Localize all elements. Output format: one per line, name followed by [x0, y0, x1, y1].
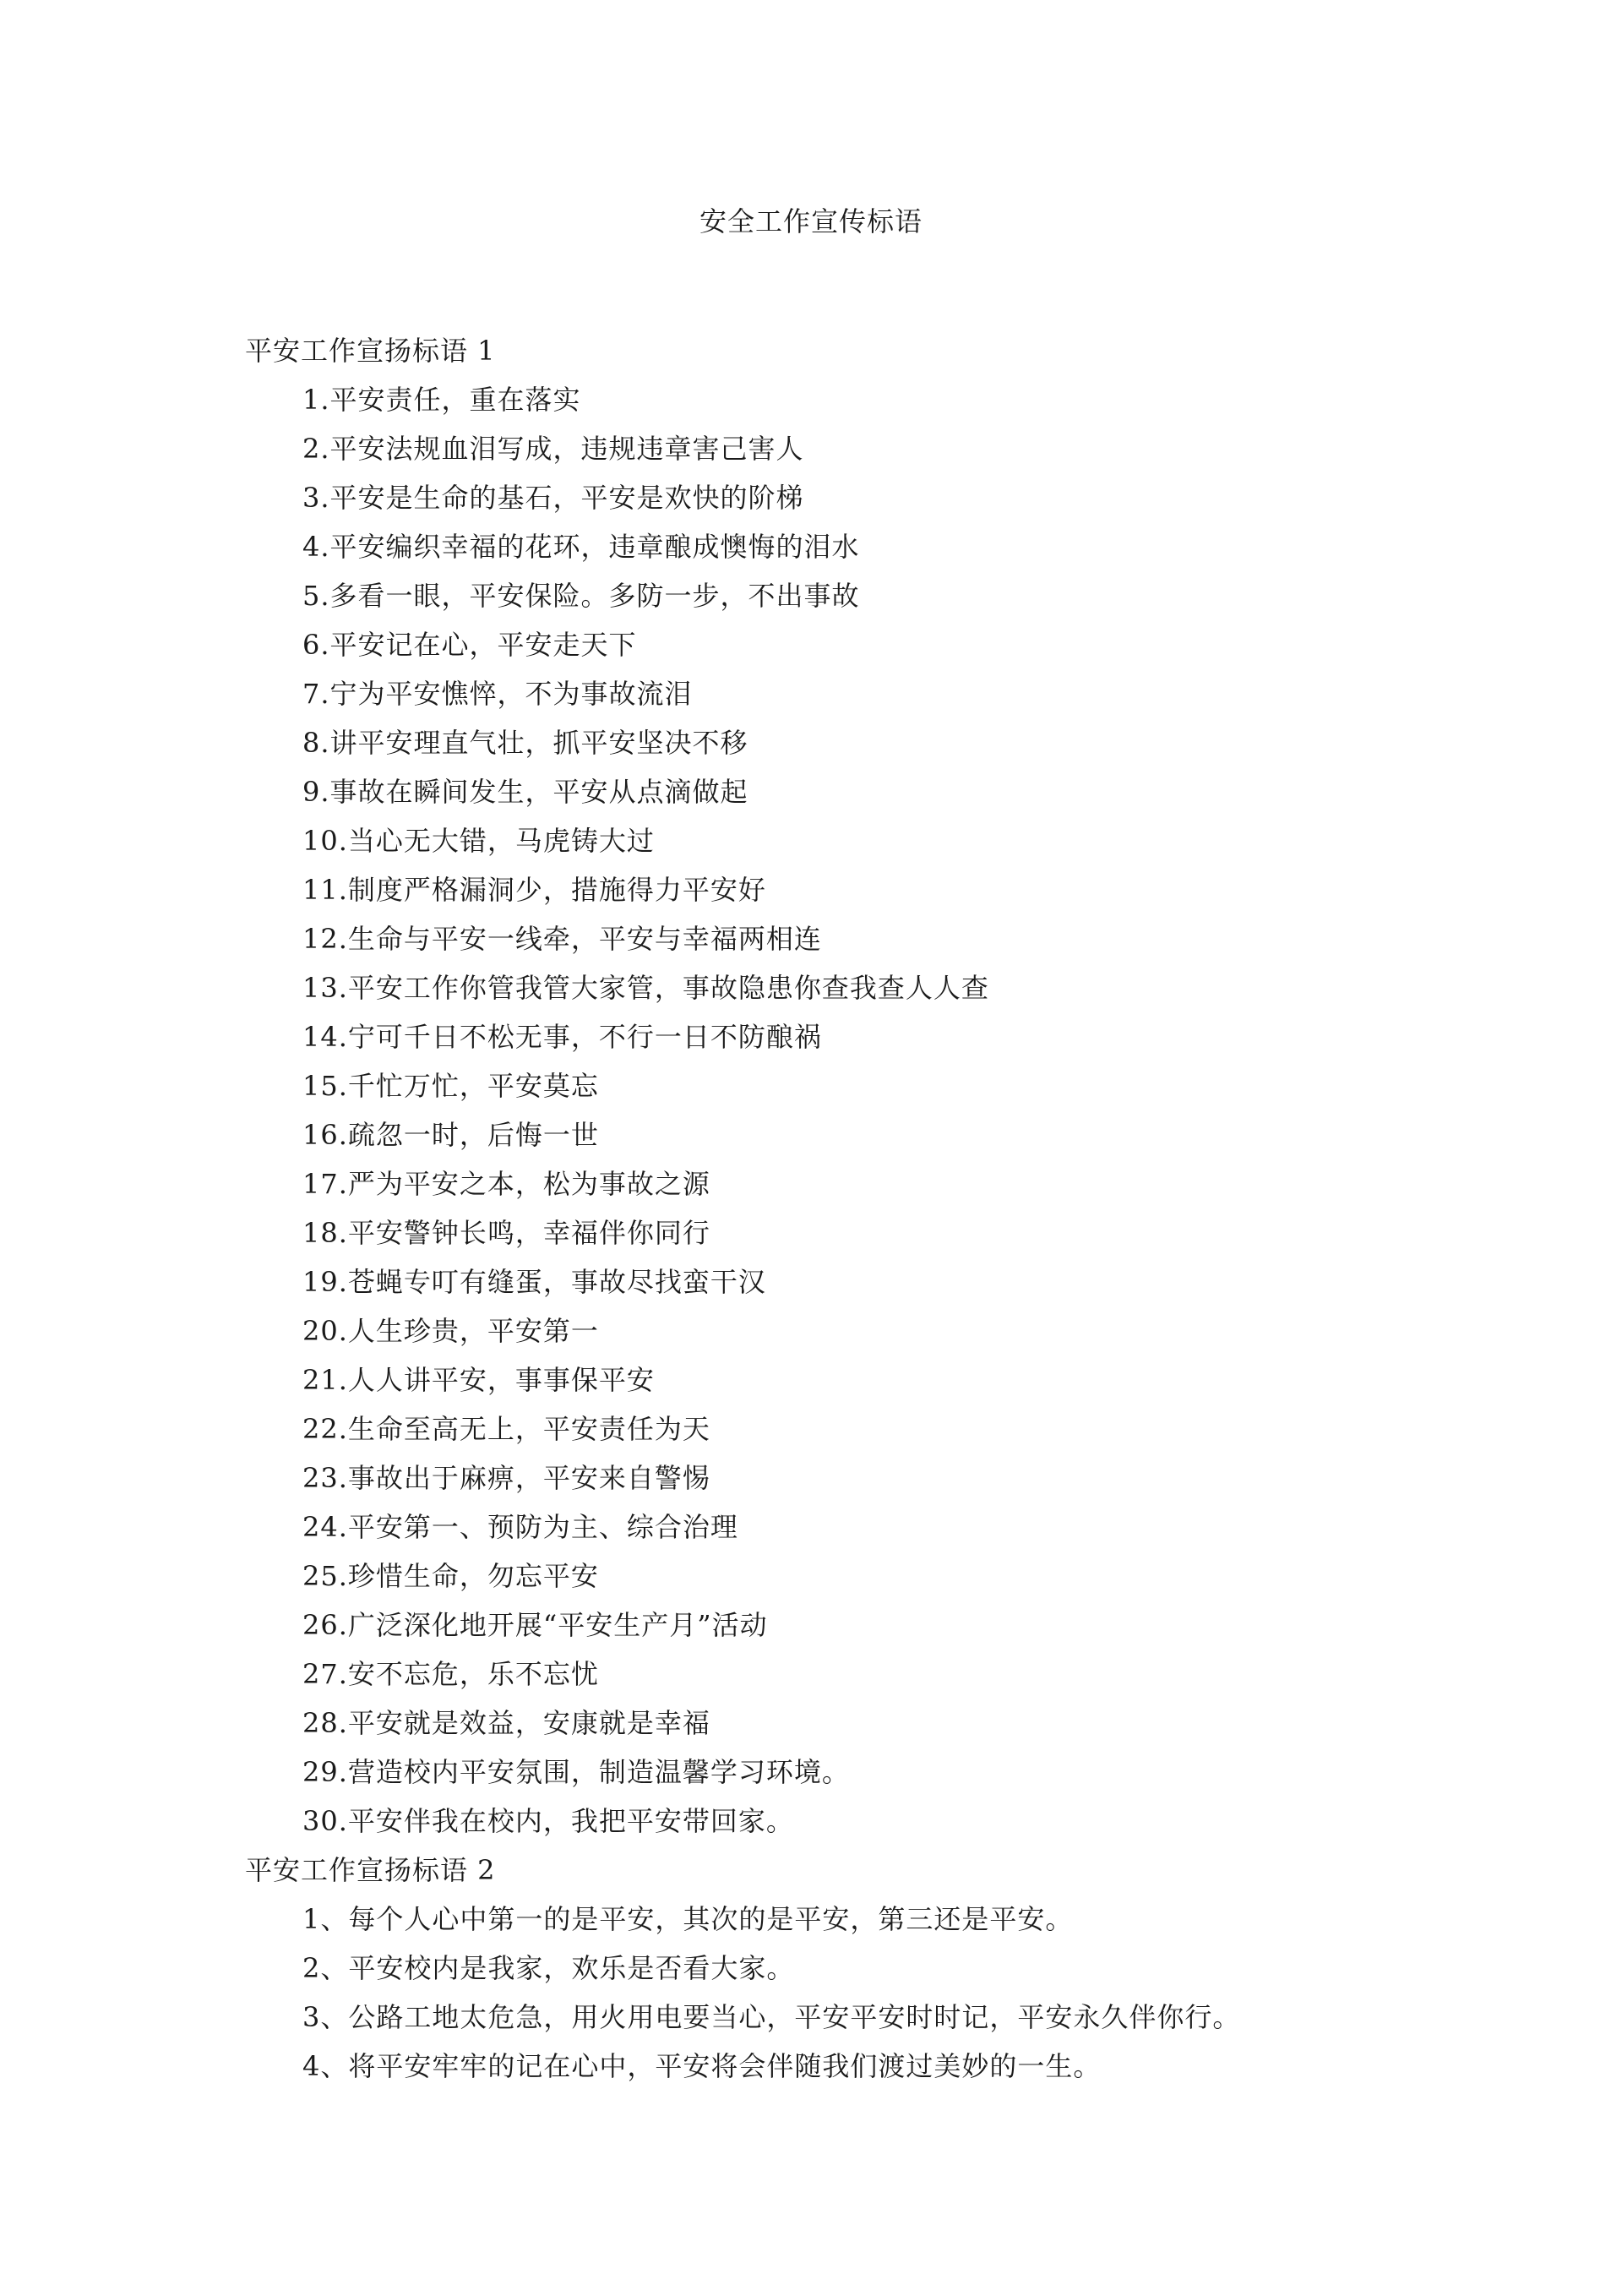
slogan-list-item: 24.平安第一、预防为主、综合治理	[302, 1511, 738, 1543]
slogan-list-item: 6.平安记在心，平安走天下	[302, 629, 637, 661]
slogan-list-item: 30.平安伴我在校内，我把平安带回家。	[302, 1805, 794, 1837]
slogan-list-item: 27.安不忘危，乐不忘忧	[302, 1658, 599, 1690]
slogan-list-item: 7.宁为平安憔悴，不为事故流泪	[302, 678, 693, 710]
slogan-list-item: 2、平安校内是我家，欢乐是否看大家。	[302, 1952, 795, 1984]
slogan-list-item: 14.宁可千日不松无事，不行一日不防酿祸	[302, 1021, 822, 1053]
slogan-list-item: 25.珍惜生命，勿忘平安	[302, 1560, 599, 1592]
slogan-list-item: 18.平安警钟长鸣，幸福伴你同行	[302, 1217, 710, 1249]
slogan-list-item: 21.人人讲平安，事事保平安	[302, 1364, 655, 1396]
slogan-list-item: 15.千忙万忙，平安莫忘	[302, 1070, 599, 1102]
slogan-list-item: 3.平安是生命的基石，平安是欢快的阶梯	[302, 482, 804, 514]
slogan-list-item: 1、每个人心中第一的是平安，其次的是平安，第三还是平安。	[302, 1903, 1074, 1935]
slogan-list-item: 12.生命与平安一线牵，平安与幸福两相连	[302, 923, 822, 955]
slogan-list-item: 11.制度严格漏洞少，措施得力平安好	[302, 874, 766, 906]
slogan-list-item: 26.广泛深化地开展“平安生产月”活动	[302, 1609, 768, 1641]
slogan-list-item: 2.平安法规血泪写成，违规违章害己害人	[302, 433, 804, 465]
slogan-list-item: 4、将平安牢牢的记在心中，平安将会伴随我们渡过美妙的一生。	[302, 2050, 1102, 2082]
slogan-list-item: 16.疏忽一时，后悔一世	[302, 1119, 599, 1151]
slogan-list-item: 23.事故出于麻痹，平安来自警惕	[302, 1462, 710, 1494]
document-title: 安全工作宣传标语	[699, 205, 923, 237]
slogan-list-item: 22.生命至高无上，平安责任为天	[302, 1413, 710, 1445]
slogan-list-item: 19.苍蝇专叮有缝蛋，事故尽找蛮干汉	[302, 1266, 766, 1298]
slogan-list-item: 1.平安责任，重在落实	[302, 384, 581, 416]
slogan-list-item: 13.平安工作你管我管大家管，事故隐患你查我查人人查	[302, 972, 989, 1004]
slogan-list-item: 28.平安就是效益，安康就是幸福	[302, 1707, 710, 1739]
slogan-list-item: 20.人生珍贵，平安第一	[302, 1315, 599, 1347]
section-heading: 平安工作宣扬标语 1	[245, 335, 496, 367]
slogan-list-item: 10.当心无大错，马虎铸大过	[302, 825, 655, 857]
slogan-list-item: 17.严为平安之本，松为事故之源	[302, 1168, 710, 1200]
document-body	[245, 326, 1512, 2091]
slogan-list-item: 9.事故在瞬间发生，平安从点滴做起	[302, 776, 748, 808]
slogan-list-item: 29.营造校内平安氛围，制造温馨学习环境。	[302, 1756, 850, 1788]
section-heading: 平安工作宣扬标语 2	[245, 1854, 496, 1886]
slogan-list-item: 5.多看一眼，平安保险。多防一步，不出事故	[302, 580, 860, 612]
slogan-list-item: 4.平安编织幸福的花环，违章酿成懊悔的泪水	[302, 531, 860, 563]
slogan-list-item: 3、公路工地太危急，用火用电要当心，平安平安时时记，平安永久伴你行。	[302, 2001, 1241, 2033]
slogan-list-item: 8.讲平安理直气壮，抓平安坚决不移	[302, 727, 748, 759]
